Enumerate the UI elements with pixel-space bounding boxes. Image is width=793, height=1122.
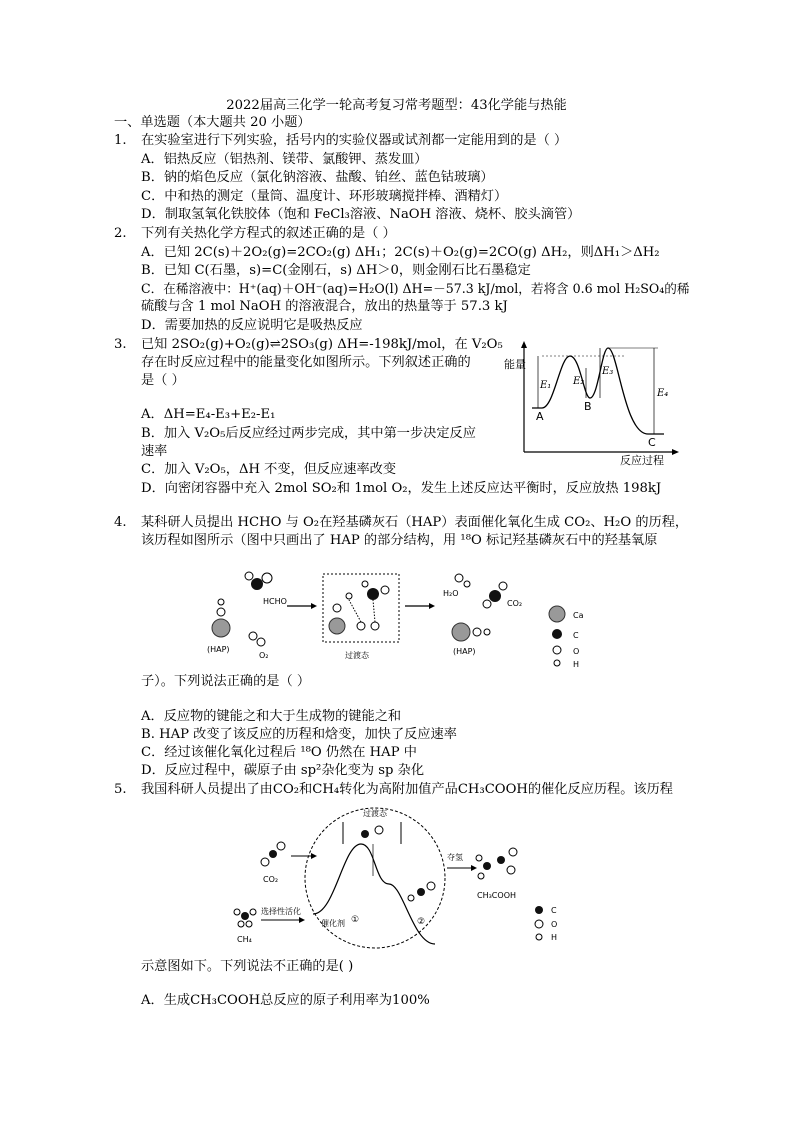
ch4-c-atom xyxy=(241,912,249,920)
q2-number: 2. xyxy=(114,226,127,241)
hap2-ca-atom xyxy=(452,623,470,641)
legend-o: O xyxy=(551,920,558,929)
h2o-h-atom xyxy=(464,581,470,587)
ts-o2-atom-2 xyxy=(371,622,379,630)
legend-h-icon xyxy=(554,660,560,666)
hap2-h-atom xyxy=(484,629,490,635)
prod-c-atom-1 xyxy=(483,862,491,870)
legend-ca: Ca xyxy=(573,611,584,620)
dehydrogenation-label: 夺氢 xyxy=(447,853,463,862)
q1-option-a: A．铝热反应（铝热剂、镁带、氯酸钾、蒸发皿） xyxy=(141,152,428,167)
hap-oxygen-atom xyxy=(217,608,225,616)
legend-h-icon xyxy=(536,934,542,940)
e1-label: E₁ xyxy=(540,380,552,391)
h2o-oxygen-atom xyxy=(455,574,463,582)
h2o-label: H₂O xyxy=(443,589,459,598)
ts-o-atom xyxy=(375,826,383,834)
legend-o: O xyxy=(573,647,580,656)
product-label: CH₃COOH xyxy=(477,891,517,900)
hap-mechanism-diagram xyxy=(205,562,605,672)
hap2-label: (HAP) xyxy=(453,647,476,656)
q2-option-c-line1: C．在稀溶液中：H⁺(aq)＋OH⁻(aq)=H₂O(l) ΔH=－57.3 kJ/mol，若将含 0.6 mol H₂SO₄的稀 xyxy=(141,281,690,296)
step-1-label: ① xyxy=(351,915,360,925)
page-title: 2022届高三化学一轮高考复习常考题型：43化学能与热能 xyxy=(226,98,567,113)
legend-c-icon xyxy=(552,629,562,639)
prod-o-atom-1 xyxy=(509,848,517,856)
q4-number: 4. xyxy=(114,515,127,530)
ts-bond-2 xyxy=(373,600,375,622)
q5-option-a: A．生成CH₃COOH总反应的原子利用率为100% xyxy=(141,993,430,1008)
legend-h: H xyxy=(551,933,558,942)
prod-c-atom-2 xyxy=(497,856,505,864)
o2-label: O₂ xyxy=(259,651,269,660)
q5-stem-line2: 示意图如下。下列说法不正确的是( ) xyxy=(141,959,354,974)
y-axis-arrow xyxy=(521,341,527,348)
q1-option-d: D．制取氢氧化铁胶体（饱和 FeCl₃溶液、NaOH 溶液、烧杯、胶头滴管） xyxy=(141,207,581,222)
y-axis-label: 能量 xyxy=(504,358,526,371)
ch4-arrow-head xyxy=(299,917,305,923)
q4-option-d: D．反应过程中，碳原子由 sp²杂化变为 sp 杂化 xyxy=(141,763,425,778)
q3-number: 3. xyxy=(114,337,127,352)
q2-option-b: B．已知 C(石墨，s)=C(金刚石，s) ΔH＞0，则金刚石比石墨稳定 xyxy=(141,263,531,278)
legend-c-icon xyxy=(535,906,543,914)
ch4-h-atom-1 xyxy=(234,909,240,915)
ch4-h-atom-4 xyxy=(246,921,252,927)
legend-h: H xyxy=(573,660,580,669)
energy-profile-diagram xyxy=(502,338,682,466)
legend-o-icon xyxy=(553,646,561,654)
ts-oxygen-atom xyxy=(333,604,341,612)
int-c-atom xyxy=(417,888,425,896)
co2-o-atom-1 xyxy=(483,600,491,608)
e2-label: E₂ xyxy=(573,376,585,387)
step-2-label: ② xyxy=(417,917,426,927)
legend-ca-icon xyxy=(549,606,565,622)
ts-bond-1 xyxy=(349,600,361,622)
ts-brackets xyxy=(343,822,401,844)
catalyst-label: 催化剂 xyxy=(321,919,345,928)
q4-stem-line1: 某科研人员提出 HCHO 与 O₂在羟基磷灰石（HAP）表面催化氧化生成 CO₂、H₂O 的历程， xyxy=(141,515,689,530)
legend-o-icon xyxy=(535,920,543,928)
q3-stem-line1: 已知 2SO₂(g)+O₂(g)⇌2SO₃(g) ΔH=-198kJ/mol，在 V₂O₅ xyxy=(141,337,503,352)
arrow-1-head xyxy=(311,603,317,609)
o2-atom-2 xyxy=(257,638,265,646)
ts-o-atom-2 xyxy=(381,586,389,594)
legend-c: C xyxy=(551,906,557,915)
q3-option-d: D．向密闭容器中充入 2mol SO₂和 1mol O₂，发生上述反应达平衡时，反应放热 198kJ xyxy=(141,481,662,496)
q2-option-c-line2: 硫酸与含 1 mol NaOH 的溶液混合，放出的热量等于 57.3 kJ xyxy=(141,299,508,314)
co2-c-atom xyxy=(269,850,277,858)
prod-h-atom-1 xyxy=(476,855,482,861)
hap-ca-atom xyxy=(212,619,230,637)
ts-carbon-atom xyxy=(367,588,379,600)
q2-stem: 下列有关热化学方程式的叙述正确的是（ ） xyxy=(141,226,396,241)
hap-label: (HAP) xyxy=(207,645,230,654)
q3-option-a: A．ΔH=E₄-E₃+E₂-E₁ xyxy=(141,407,276,422)
o2-atom-1 xyxy=(249,632,257,640)
catalytic-process-diagram xyxy=(225,804,585,952)
q4-option-a: A．反应物的键能之和大于生成物的键能之和 xyxy=(141,709,402,724)
transition-state-label: 过渡态 xyxy=(363,809,387,818)
ts-hydrogen-atom xyxy=(346,593,352,599)
ch4-h-atom-3 xyxy=(238,921,244,927)
prod-h-atom-2 xyxy=(478,873,484,879)
co2-o-atom-2 xyxy=(277,842,285,850)
q2-option-d: D．需要加热的反应说明它是吸热反应 xyxy=(141,318,363,333)
int-h-atom xyxy=(408,895,414,901)
hap-hydrogen-atom xyxy=(218,599,224,605)
energy-profile-curve xyxy=(313,844,435,944)
hcho-carbon-atom xyxy=(251,578,263,590)
co2-o-atom-2 xyxy=(499,582,507,590)
q4-option-c: C．经过该催化氧化过程后 ¹⁸O 仍然在 HAP 中 xyxy=(141,745,417,760)
int-o-atom xyxy=(427,882,435,890)
prod-o-atom-2 xyxy=(507,866,515,874)
transition-state-label: 过渡态 xyxy=(345,651,369,660)
ch4-label: CH₄ xyxy=(237,935,252,944)
ts-h-atom-2 xyxy=(362,581,368,587)
q3-option-b-line1: B．加入 V₂O₅后反应经过两步完成，其中第一步决定反应 xyxy=(141,426,476,441)
q1-number: 1. xyxy=(114,133,127,148)
q1-option-b: B．钠的焰色反应（氯化钠溶液、盐酸、铂丝、蓝色钴玻璃） xyxy=(141,170,494,185)
co2-label: CO₂ xyxy=(263,875,279,884)
ts-o2-atom-1 xyxy=(357,622,365,630)
arrow-2-head xyxy=(429,603,435,609)
hcho-label: HCHO xyxy=(263,597,287,606)
ts-c-atom xyxy=(361,830,369,838)
e4-label: E₄ xyxy=(657,388,669,399)
hap2-o-atom xyxy=(473,628,481,636)
q1-option-c: C．中和热的测定（量筒、温度计、环形玻璃搅拌棒、酒精灯） xyxy=(141,189,508,204)
state-a-label: A xyxy=(536,410,544,423)
e3-label: E₃ xyxy=(602,366,614,377)
hcho-oxygen-atom xyxy=(262,573,272,583)
q3-stem-line2: 存在时反应过程中的能量变化如图所示。下列叙述正确的 xyxy=(141,355,471,370)
legend-c: C xyxy=(573,631,579,640)
energy-curve xyxy=(532,348,664,434)
x-axis-label: 反应过程 xyxy=(620,454,664,466)
deh-arrow-head xyxy=(471,865,477,871)
hcho-hydrogen-atom xyxy=(245,572,253,580)
q3-option-c: C．加入 V₂O₅，ΔH 不变，但反应速率改变 xyxy=(141,462,397,477)
activation-label: 选择性活化 xyxy=(261,907,301,916)
q1-stem: 在实验室进行下列实验，括号内的实验仪器或试剂都一定能用到的是（ ） xyxy=(141,133,568,148)
q5-number: 5. xyxy=(114,782,127,797)
x-axis-arrow xyxy=(672,449,679,455)
q3-option-b-line2: 速率 xyxy=(141,444,168,459)
section-heading: 一、单选题（本大题共 20 小题） xyxy=(114,115,311,130)
ts-ca-atom xyxy=(329,618,345,634)
co2-o-atom-1 xyxy=(261,858,269,866)
co2-arrow-head xyxy=(311,853,317,859)
state-b-label: B xyxy=(584,400,592,413)
q4-stem-line2: 该历程如图所示（图中只画出了 HAP 的部分结构，用 ¹⁸O 标记羟基磷灰石中的羟基氧原 xyxy=(141,533,658,548)
q4-stem-line3: 子）。下列说法正确的是（ ） xyxy=(141,674,311,689)
q3-stem-line3: 是（ ） xyxy=(141,373,185,388)
q5-stem-line1: 我国科研人员提出了由CO₂和CH₄转化为高附加值产品CH₃COOH的催化反应历程。该历程 xyxy=(141,782,673,797)
q4-option-b: B. HAP 改变了该反应的历程和焓变，加快了反应速率 xyxy=(141,727,457,742)
ch4-h-atom-2 xyxy=(250,909,256,915)
q2-option-a: A．已知 2C(s)＋2O₂(g)=2CO₂(g) ΔH₁；2C(s)＋O₂(g)=2CO(g) ΔH₂，则ΔH₁＞ΔH₂ xyxy=(141,245,660,260)
co2-label: CO₂ xyxy=(507,599,523,608)
state-c-label: C xyxy=(648,436,656,449)
co2-carbon-atom xyxy=(489,590,501,602)
